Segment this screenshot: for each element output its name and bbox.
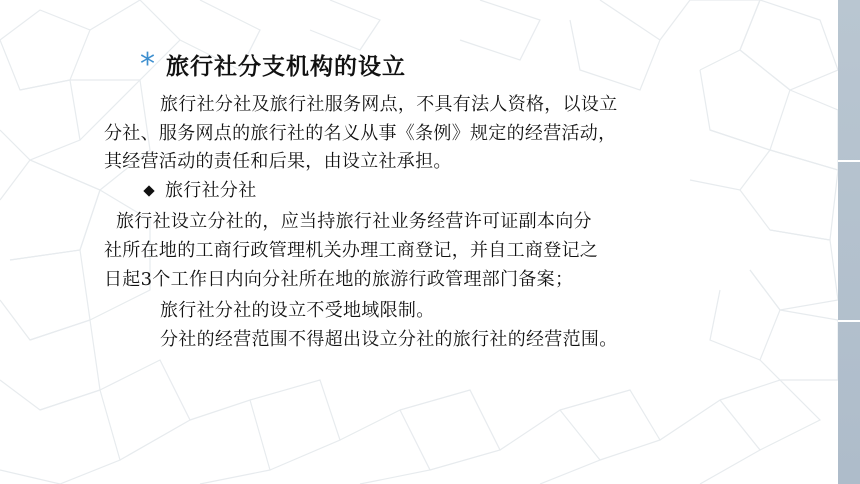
paragraph2-line1: 旅行社设立分社的，应当持旅行社业务经营许可证副本向分: [116, 211, 592, 232]
paragraph4: 分社的经营范围不得超出设立分社的旅行社的经营范围。: [160, 329, 618, 350]
paragraph3: 旅行社分社的设立不受地域限制。: [160, 300, 435, 321]
side-bar-divider: [838, 160, 860, 162]
bullet-label: 旅行社分社: [165, 180, 257, 201]
side-accent-bar: [838, 0, 860, 484]
paragraph2-line3: 日起3个工作日内向分社所在地的旅游行政管理部门备案；: [104, 269, 574, 290]
bullet-row: [145, 179, 257, 203]
paragraph1-line1: 旅行社分社及旅行社服务网点，不具有法人资格，以设立: [160, 94, 618, 115]
diamond-icon: [143, 185, 154, 196]
slide-title: 旅行社分支机构的设立: [166, 54, 406, 80]
title-row: [140, 48, 406, 81]
paragraph1-line3: 其经营活动的责任和后果，由设立社承担。: [104, 151, 452, 172]
paragraph2-line2: 社所在地的工商行政管理机关办理工商登记，并自工商登记之: [104, 240, 599, 261]
paragraph1-line2: 分社、服务网点的旅行社的名义从事《条例》规定的经营活动，: [104, 123, 617, 144]
side-bar-divider: [838, 320, 860, 322]
star-icon: *: [140, 46, 155, 82]
